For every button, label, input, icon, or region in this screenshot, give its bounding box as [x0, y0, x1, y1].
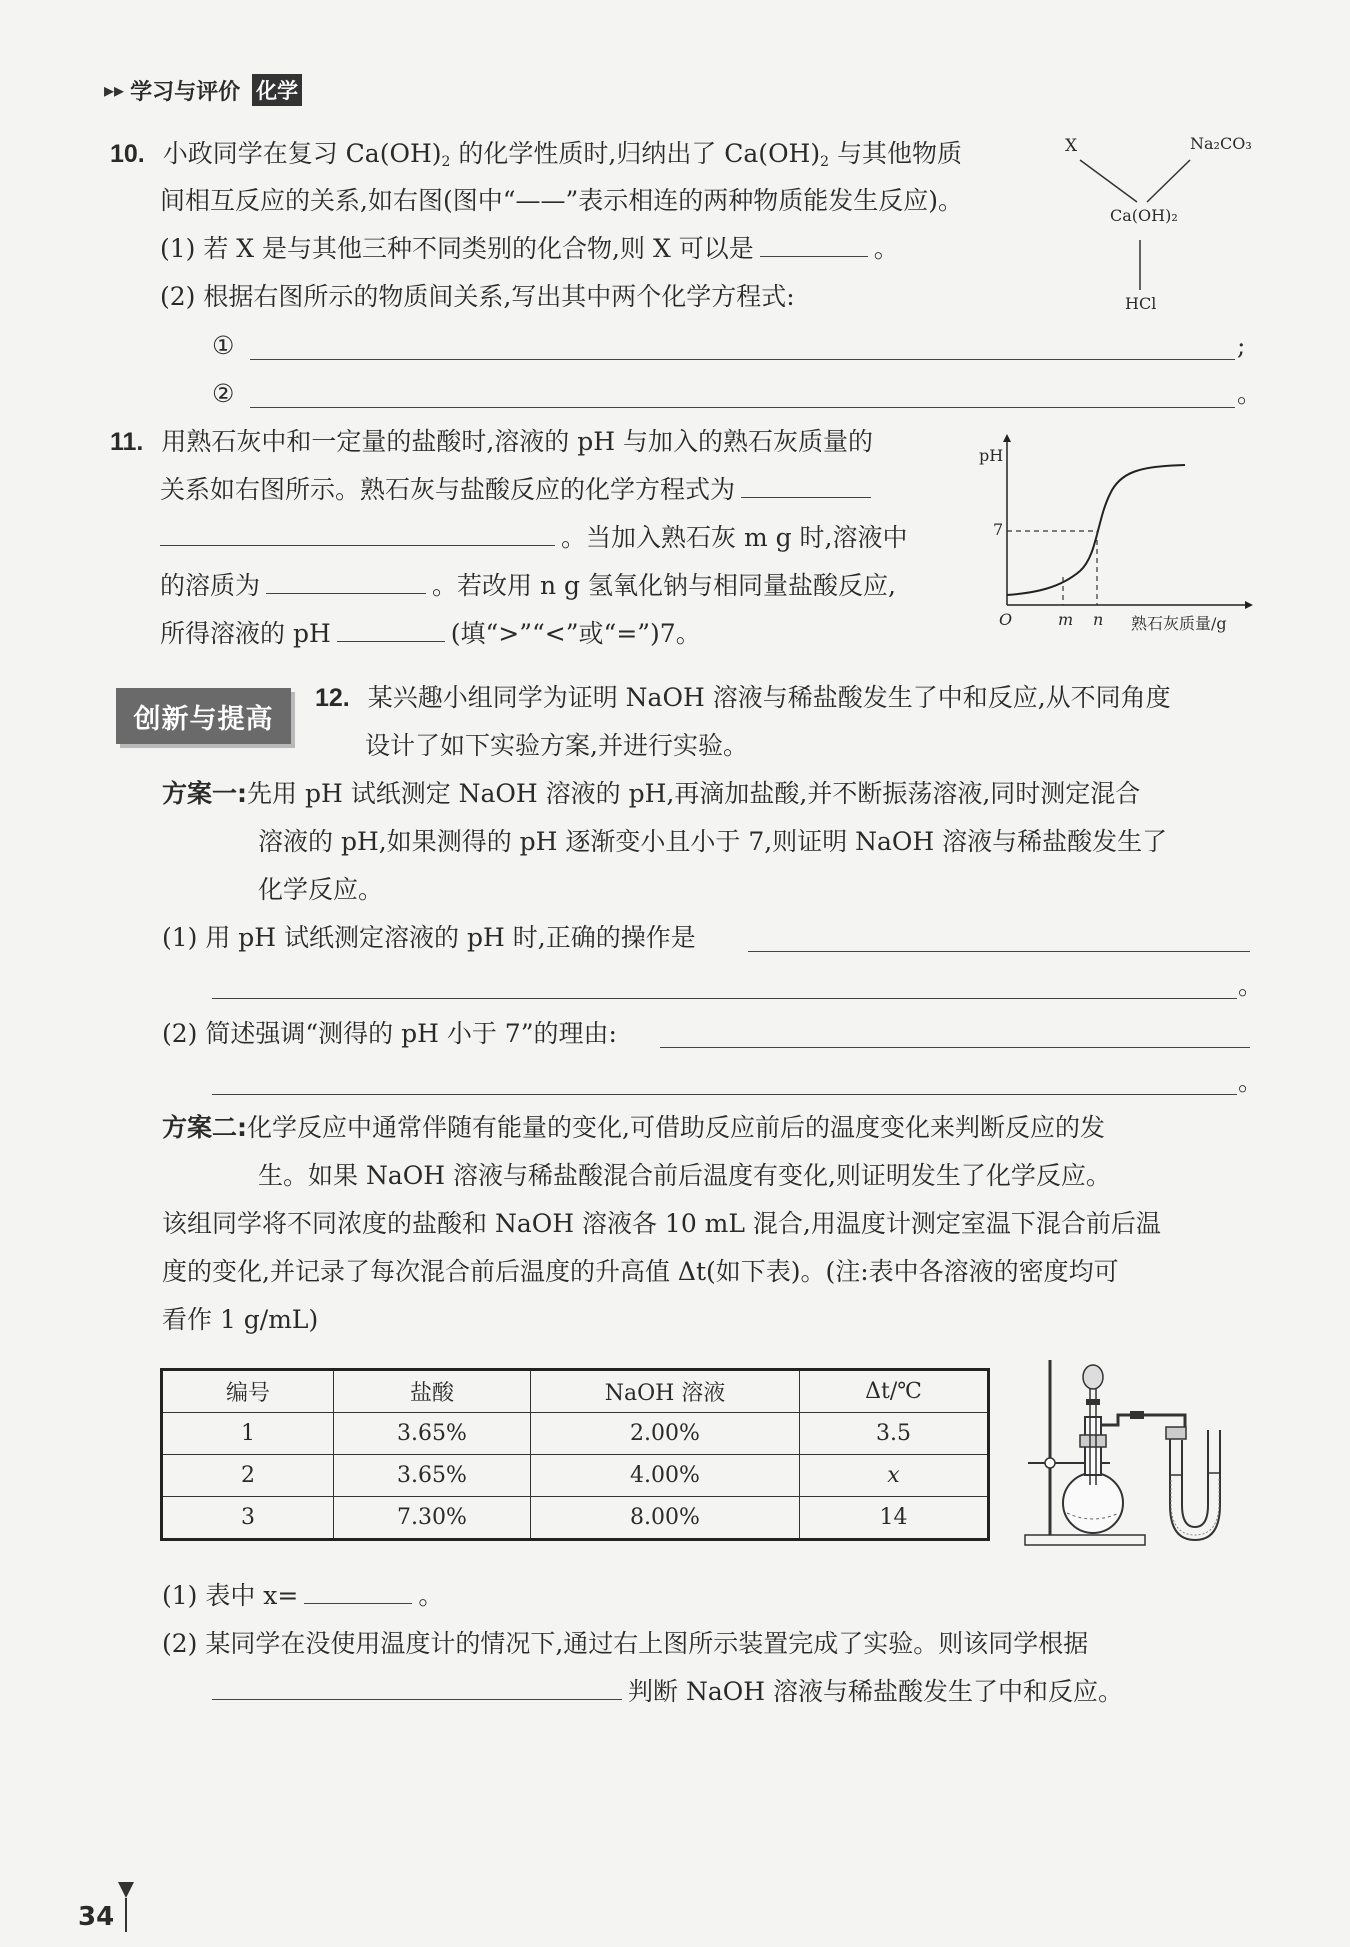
apparatus-illustration: [1020, 1355, 1260, 1555]
q12-line2: 设计了如下实验方案,并进行实验。: [365, 731, 748, 760]
q10-text-a: 小政同学在复习 Ca(OH): [162, 139, 442, 168]
q10-circle2-end: 。: [1237, 379, 1263, 408]
plan1-line2: 溶液的 pH,如果测得的 pH 逐渐变小且小于 7,则证明 NaOH 溶液与稀盐酸发生了: [258, 827, 1168, 856]
q10-circle2: ②: [212, 379, 235, 408]
q10-part1-blank[interactable]: [760, 255, 868, 257]
q10-number: 10.: [110, 140, 145, 168]
q10-relation-diagram: [1055, 130, 1255, 320]
q11-text-2: 关系如右图所示。熟石灰与盐酸反应的化学方程式为: [160, 475, 736, 504]
plan1-part1-end: 。: [1238, 971, 1264, 1000]
q10-diagram-lines: [1055, 130, 1255, 320]
q12-sub1-end: 。: [418, 1581, 444, 1610]
y-axis-arrow: [1003, 434, 1011, 442]
table-cell: 2.00%: [531, 1413, 800, 1455]
q12-sub1: [162, 1572, 443, 1620]
table-cell: 8.00%: [531, 1497, 800, 1540]
chart-seven-tick: 7: [993, 520, 1004, 539]
plan1-text-1: 先用 pH 试纸测定 NaOH 溶液的 pH,再滴加盐酸,并不断振荡溶液,同时测定混合: [247, 779, 1141, 808]
page-marker-icon: [116, 1882, 136, 1932]
plan1-part1-line-a[interactable]: [748, 951, 1250, 952]
plan1-label: 方案一:: [162, 779, 247, 808]
chart-x-label: 熟石灰质量/g: [1131, 614, 1227, 633]
q10-part1-text: (1) 若 X 是与其他三种不同类别的化合物,则 X 可以是: [160, 234, 754, 263]
page-number: 34: [78, 1902, 115, 1932]
apparatus-svg: [1020, 1355, 1260, 1555]
q10-text-c: 与其他物质: [829, 139, 962, 168]
q12-sub2-end: 判断 NaOH 溶液与稀盐酸发生了中和反应。: [628, 1677, 1123, 1706]
table-header-cell: NaOH 溶液: [531, 1370, 800, 1413]
q10-sub-b: 2: [820, 154, 830, 170]
q12-sub2: (2) 某同学在没使用温度计的情况下,通过右上图所示装置完成了实验。则该同学根据: [162, 1629, 1089, 1658]
x-axis-arrow: [1245, 601, 1253, 609]
q10-answer-line-1[interactable]: [250, 359, 1235, 360]
section-badge-label: 创新与提高: [133, 703, 274, 735]
header-arrows-icon: ▸▸: [104, 78, 125, 102]
diagram-caoh2-label: Ca(OH)₂: [1110, 206, 1178, 225]
q11-blank-equation-a[interactable]: [741, 496, 871, 498]
table-header-cell: 编号: [162, 1370, 334, 1413]
table-header-row: [162, 1370, 989, 1413]
q10-line2: 间相互反应的关系,如右图(图中“——”表示相连的两种物质能发生反应)。: [160, 186, 964, 215]
q10-sub-a: 2: [441, 154, 451, 170]
q10-part1: [160, 225, 899, 273]
q10-answer-line-2[interactable]: [250, 407, 1235, 408]
q11-line2: [160, 466, 877, 514]
q12-sub1-blank[interactable]: [304, 1602, 412, 1604]
page-footer: [78, 1882, 136, 1932]
para-line3: 看作 1 g/mL): [162, 1305, 319, 1334]
q11-text-1: 用熟石灰中和一定量的盐酸时,溶液的 pH 与加入的熟石灰质量的: [161, 427, 873, 456]
chart-m-tick: m: [1058, 610, 1074, 629]
ph-curve: [1007, 465, 1185, 595]
table-cell: 2: [162, 1455, 334, 1497]
plan1-part2-end: 。: [1238, 1067, 1264, 1096]
table-cell: x: [800, 1455, 989, 1497]
plan1-line1: [162, 770, 1140, 818]
q11-ph-chart: [975, 430, 1260, 645]
diagram-na2co3-label: Na₂CO₃: [1190, 134, 1252, 153]
q11-blank-equation-b[interactable]: [160, 544, 555, 546]
plan2-label: 方案二:: [162, 1113, 247, 1142]
plan2-line2: 生。如果 NaOH 溶液与稀盐酸混合前后温度有变化,则证明发生了化学反应。: [258, 1161, 1111, 1190]
table-cell: 7.30%: [334, 1497, 531, 1540]
q11-text-4b: 。若改用 n g 氢氧化钠与相同量盐酸反应,: [432, 571, 896, 600]
q11-line3: [160, 514, 908, 562]
table-row: [162, 1455, 989, 1497]
plan1-part2-line-b[interactable]: [212, 1094, 1237, 1095]
q11-text-5b: (填“>”“<”或“=”)7。: [450, 619, 701, 648]
temperature-table: [160, 1368, 990, 1541]
header-title: 学习与评价: [130, 79, 241, 105]
para-line2: 度的变化,并记录了每次混合前后温度的升高值 Δt(如下表)。(注:表中各溶液的密度均可: [162, 1257, 1119, 1286]
table-header-cell: Δt/℃: [800, 1370, 989, 1413]
q11-blank-ph[interactable]: [337, 640, 445, 642]
chart-n-tick: n: [1093, 610, 1104, 629]
q12-number: 12.: [315, 684, 350, 712]
plan1-part1-line-b[interactable]: [212, 998, 1237, 999]
q12-line1: [315, 674, 1171, 722]
q11-blank-solute[interactable]: [266, 592, 426, 594]
q11-line1: [110, 418, 873, 466]
q11-text-4a: 的溶质为: [160, 571, 261, 600]
table-row: [162, 1497, 989, 1540]
q10-text-b: 的化学性质时,归纳出了 Ca(OH): [450, 139, 821, 168]
q11-line4: [160, 562, 896, 610]
q12-sub2-blank[interactable]: [212, 1698, 622, 1700]
table-row: [162, 1413, 989, 1455]
plan1-part2-line-a[interactable]: [660, 1047, 1250, 1048]
running-header: [104, 70, 302, 110]
q12-sub1-text: (1) 表中 x=: [162, 1581, 299, 1610]
plan1-part2: (2) 简述强调“测得的 pH 小于 7”的理由:: [162, 1019, 617, 1048]
q11-line5: [160, 610, 701, 658]
q10-circle1-end: ;: [1237, 331, 1246, 360]
plan2-line1: [162, 1104, 1105, 1152]
section-badge: [116, 688, 291, 744]
q10-part1-end: 。: [873, 234, 899, 263]
chart-y-label: pH: [979, 446, 1004, 465]
q10-part2: (2) 根据右图所示的物质间关系,写出其中两个化学方程式:: [160, 282, 795, 311]
q12-text-1: 某兴趣小组同学为证明 NaOH 溶液与稀盐酸发生了中和反应,从不同角度: [367, 683, 1171, 712]
table-header-cell: 盐酸: [334, 1370, 531, 1413]
diagram-hcl-label: HCl: [1125, 294, 1157, 313]
q10-circle1: ①: [212, 331, 235, 360]
table-cell: 14: [800, 1497, 989, 1540]
q12-sub2-line2: [212, 1668, 1123, 1716]
q11-text-5a: 所得溶液的 pH: [160, 619, 331, 648]
plan2-text-1: 化学反应中通常伴随有能量的变化,可借助反应前后的温度变化来判断反应的发: [247, 1113, 1105, 1142]
table-cell: 1: [162, 1413, 334, 1455]
table-cell: 4.00%: [531, 1455, 800, 1497]
table-cell: 3.65%: [334, 1455, 531, 1497]
table-cell: 3: [162, 1497, 334, 1540]
q11-text-3: 。当加入熟石灰 m g 时,溶液中: [561, 523, 908, 552]
table-cell: 3.5: [800, 1413, 989, 1455]
plan1-part1: (1) 用 pH 试纸测定溶液的 pH 时,正确的操作是: [162, 923, 696, 952]
q11-number: 11.: [110, 428, 144, 456]
plan1-line3: 化学反应。: [258, 875, 384, 904]
table-cell: 3.65%: [334, 1413, 531, 1455]
subject-badge: 化学: [252, 74, 302, 106]
para-line1: 该组同学将不同浓度的盐酸和 NaOH 溶液各 10 mL 混合,用温度计测定室温下混合前后温: [162, 1209, 1161, 1238]
chart-origin: O: [999, 610, 1013, 629]
diagram-x-label: X: [1065, 136, 1078, 156]
